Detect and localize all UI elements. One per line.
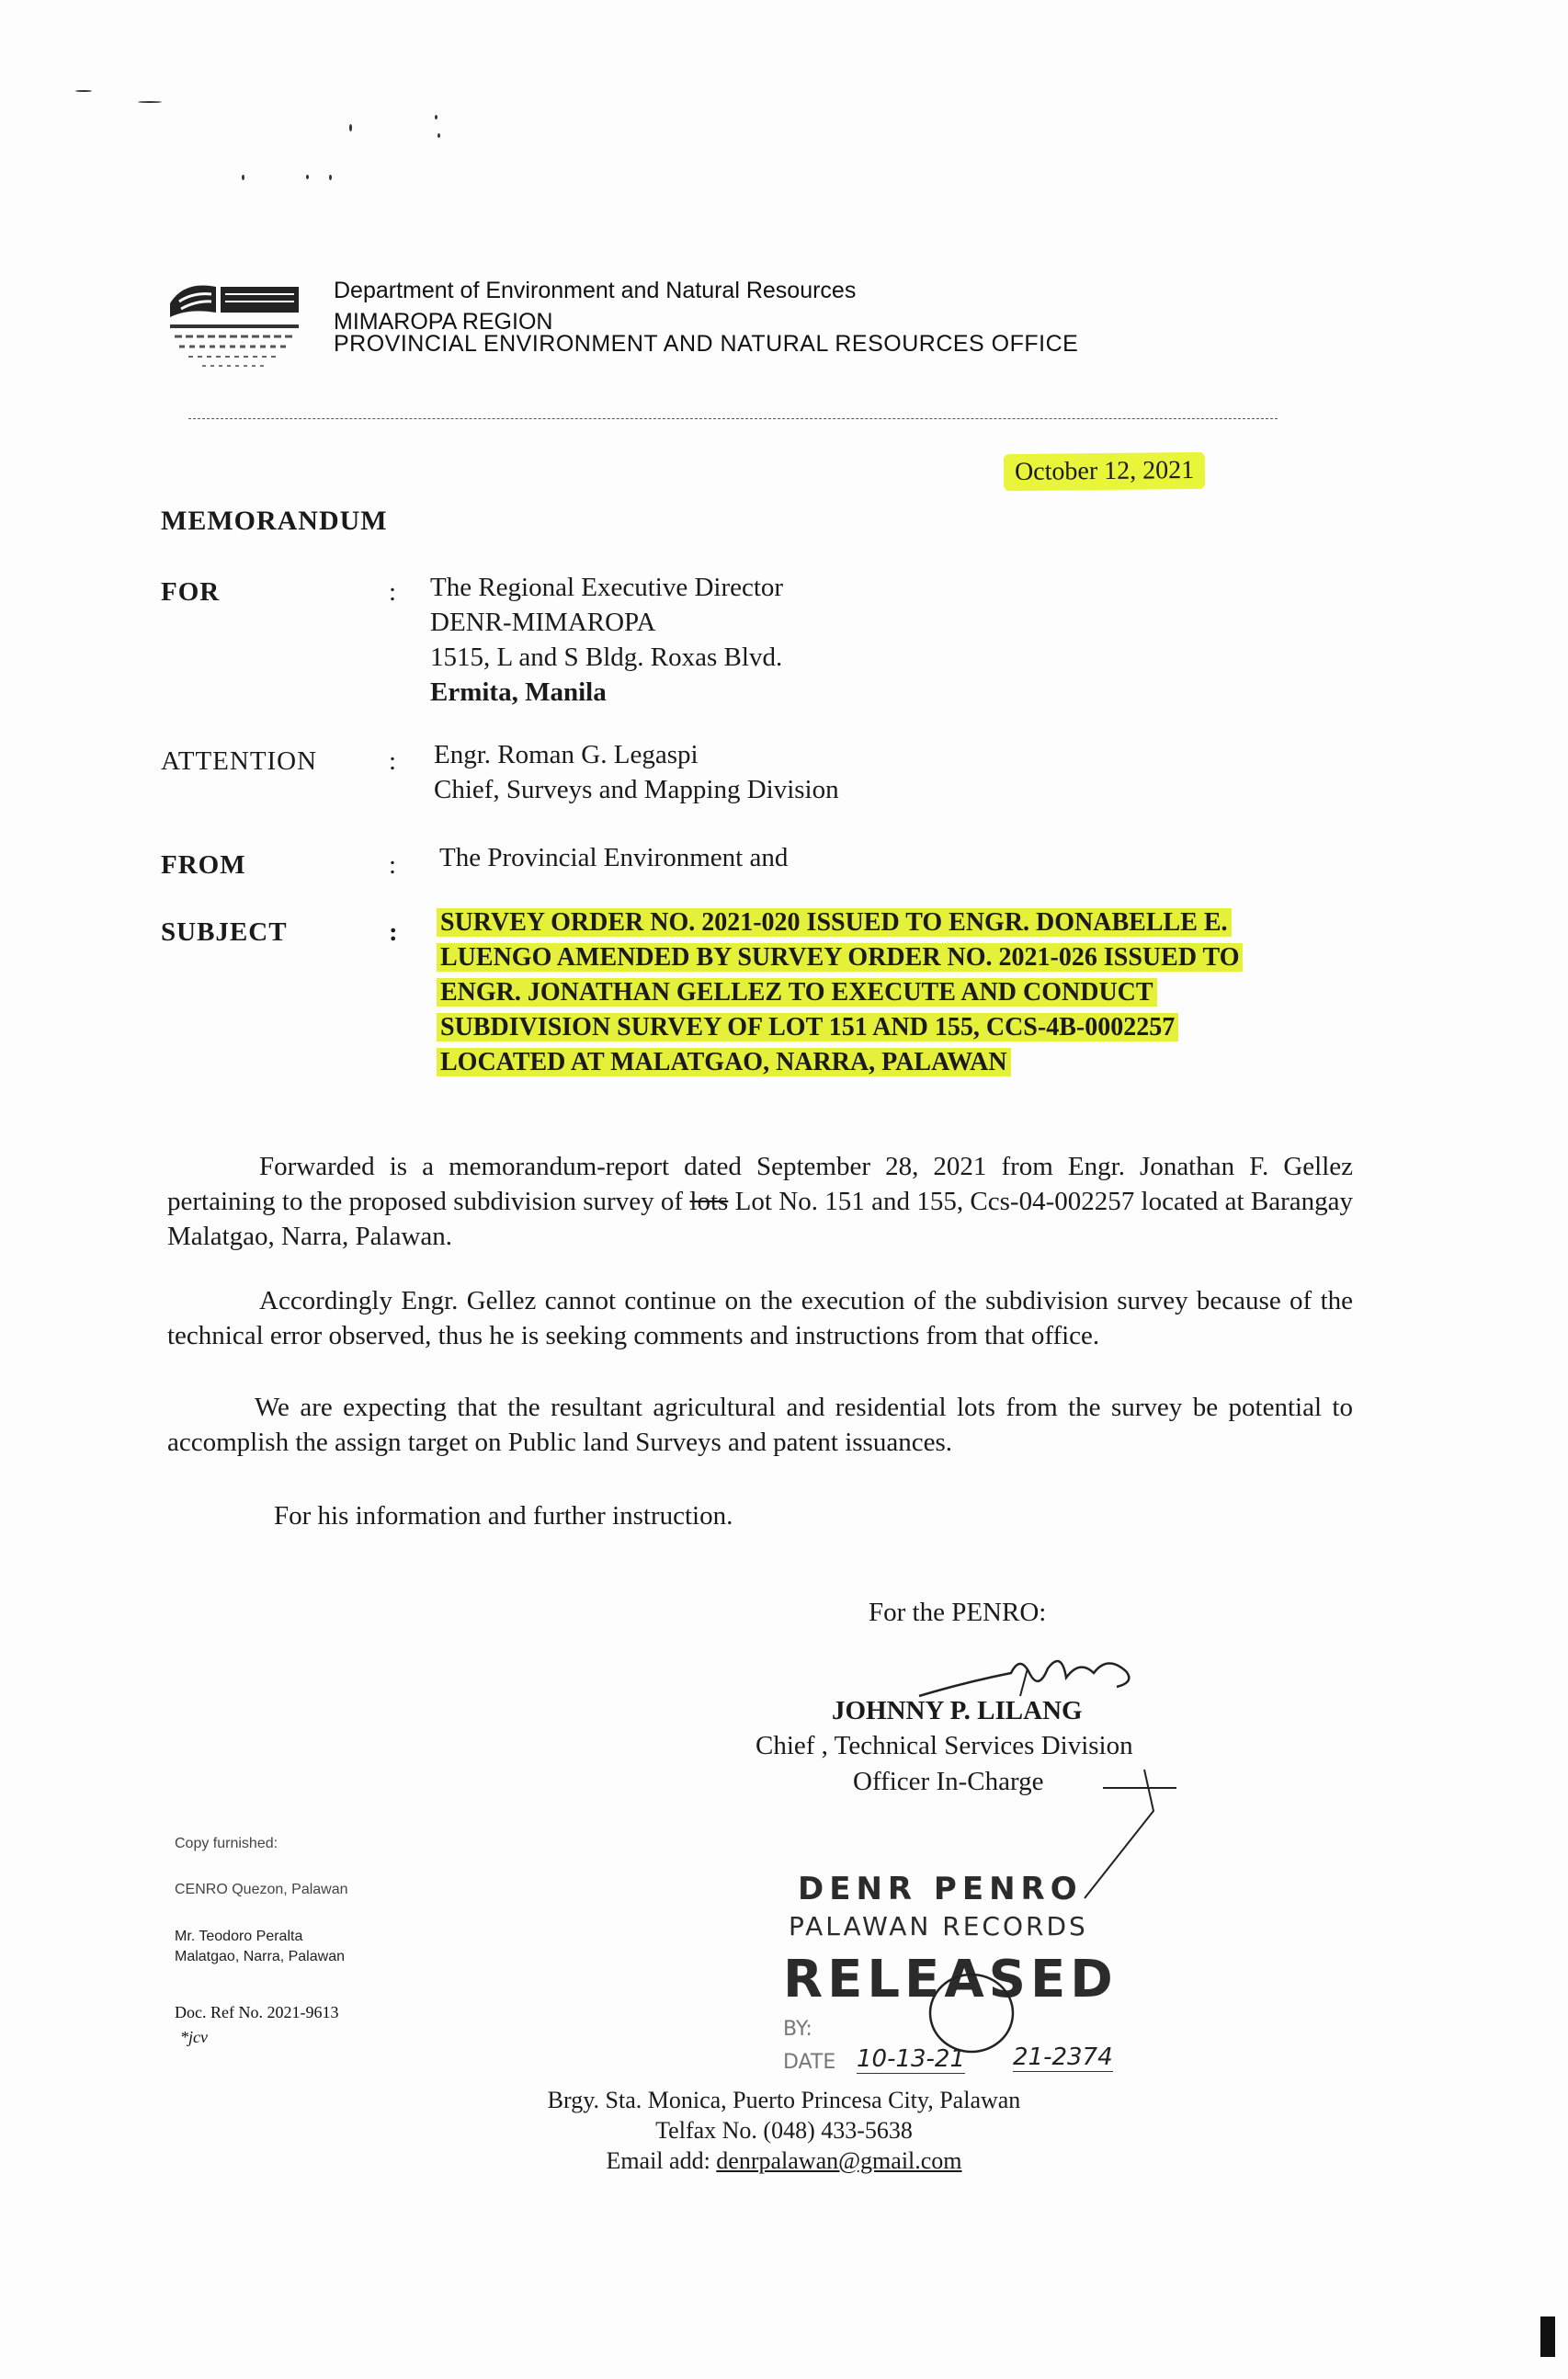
- encoder-initials: *jcv: [180, 2028, 208, 2046]
- footer-email-label: Email add:: [606, 2147, 717, 2174]
- stamp-by-label: BY:: [783, 2018, 812, 2041]
- for-line: DENR-MIMAROPA: [430, 608, 656, 637]
- from-value: The Provincial Environment and: [439, 843, 789, 872]
- scan-speck: [75, 90, 92, 92]
- body-paragraph-1: [167, 1149, 1353, 1254]
- stamp-number-value: 21-2374: [1013, 2043, 1113, 2071]
- stamp-date-value: 10-13-21: [857, 2045, 966, 2073]
- footer-telfax: Telfax No. (048) 433-5638: [655, 2117, 913, 2144]
- header-divider: [188, 418, 1278, 419]
- footer-email-line: [0, 2147, 1568, 2175]
- for-line: 1515, L and S Bldg. Roxas Blvd.: [430, 643, 783, 672]
- stamp-date-label: DATE: [783, 2051, 836, 2074]
- scan-speck: [437, 133, 440, 138]
- header-department: Department of Environment and Natural Resources: [334, 278, 857, 303]
- attention-label: ATTENTION: [161, 746, 318, 776]
- copy-furnished-line: Malatgao, Narra, Palawan: [175, 1949, 345, 1964]
- attention-value: [434, 737, 839, 807]
- scan-speck: [242, 175, 244, 180]
- released-stamp: [783, 1871, 1187, 2082]
- body-paragraph-4: For his information and further instruction.: [274, 1501, 733, 1531]
- copy-furnished-line: CENRO Quezon, Palawan: [175, 1882, 348, 1897]
- memo-date: October 12, 2021: [1004, 452, 1206, 491]
- stamp-line-2: PALAWAN RECORDS: [789, 1911, 1088, 1941]
- scan-speck: [306, 175, 309, 179]
- colon: :: [389, 746, 397, 776]
- scan-speck: [329, 175, 332, 180]
- header-region: MIMAROPA REGION: [334, 309, 553, 335]
- scan-speck: [435, 115, 437, 120]
- for-the-penro: For the PENRO:: [869, 1598, 1047, 1627]
- signatory-title-1: Chief , Technical Services Division: [756, 1731, 1133, 1760]
- body-text: Lot No. 151 and 155, Ccs-04-002257 located at Barangay Malatgao, Narra, Palawan.: [167, 1187, 1353, 1251]
- body-paragraph-3: We are expecting that the resultant agricultural and residential lots from the survey be potential to accomplish the assign target on Public land Surveys and patent issuances.: [167, 1393, 1353, 1457]
- copy-furnished-line: Mr. Teodoro Peralta: [175, 1929, 303, 1944]
- for-line: The Regional Executive Director: [430, 573, 784, 602]
- body-text: Forwarded is a memorandum-report dated September 28, 2021 from Engr. Jonathan F. Gellez pertaining to the proposed subdivision survey of: [167, 1152, 1353, 1216]
- strikethrough-text: lots: [689, 1187, 729, 1216]
- scan-speck: [138, 101, 162, 103]
- attention-line: Chief, Surveys and Mapping Division: [434, 775, 839, 804]
- attention-line: Engr. Roman G. Legaspi: [434, 740, 699, 769]
- header-office: PROVINCIAL ENVIRONMENT AND NATURAL RESOURCES OFFICE: [334, 331, 1079, 357]
- denr-logo-icon: [161, 276, 303, 377]
- colon: :: [389, 577, 397, 607]
- copy-furnished-heading: Copy furnished:: [175, 1836, 278, 1851]
- doc-ref-number: Doc. Ref No. 2021-9613: [175, 2003, 339, 2021]
- signatory-name: JOHNNY P. LILANG: [832, 1696, 1083, 1725]
- stamp-released: RELEASED: [783, 1950, 1118, 2009]
- stamp-initial-circle-icon: [921, 1963, 1022, 2064]
- for-line: Ermita, Manila: [430, 677, 607, 707]
- footer-address: Brgy. Sta. Monica, Puerto Princesa City, Palawan: [547, 2087, 1021, 2113]
- colon: :: [389, 850, 397, 880]
- for-value: [430, 570, 783, 710]
- scan-edge-mark: [1540, 2316, 1555, 2357]
- subject-value: [437, 905, 1245, 1080]
- footer-email-link[interactable]: denrpalawan@gmail.com: [716, 2147, 962, 2174]
- subject-highlight: SURVEY ORDER NO. 2021-020 ISSUED TO ENGR. DONABELLE E. LUENGO AMENDED BY SURVEY ORDER NO. 2021-026 ISSUED TO ENGR. JONATHAN GELLEZ TO EXECUTE AND CONDUCT SUBDIVISION SURVEY OF LOT 151 AND 155, CCS-4B-0002257 LOCATED AT MALATGAO, NARRA, PALAWAN: [437, 908, 1243, 1076]
- body-paragraph-2: Accordingly Engr. Gellez cannot continue on the execution of the subdivision survey because of the technical error observed, thus he is seeking comments and instructions from that office.: [167, 1286, 1353, 1350]
- scan-speck: [349, 124, 352, 131]
- memo-title: MEMORANDUM: [161, 506, 388, 536]
- signatory-title-2: Officer In-Charge: [853, 1767, 1044, 1796]
- from-label: FROM: [161, 850, 246, 880]
- for-label: FOR: [161, 577, 221, 607]
- colon: :: [389, 917, 398, 947]
- subject-label: SUBJECT: [161, 917, 288, 947]
- stamp-line-1: DENR PENRO: [798, 1871, 1083, 1907]
